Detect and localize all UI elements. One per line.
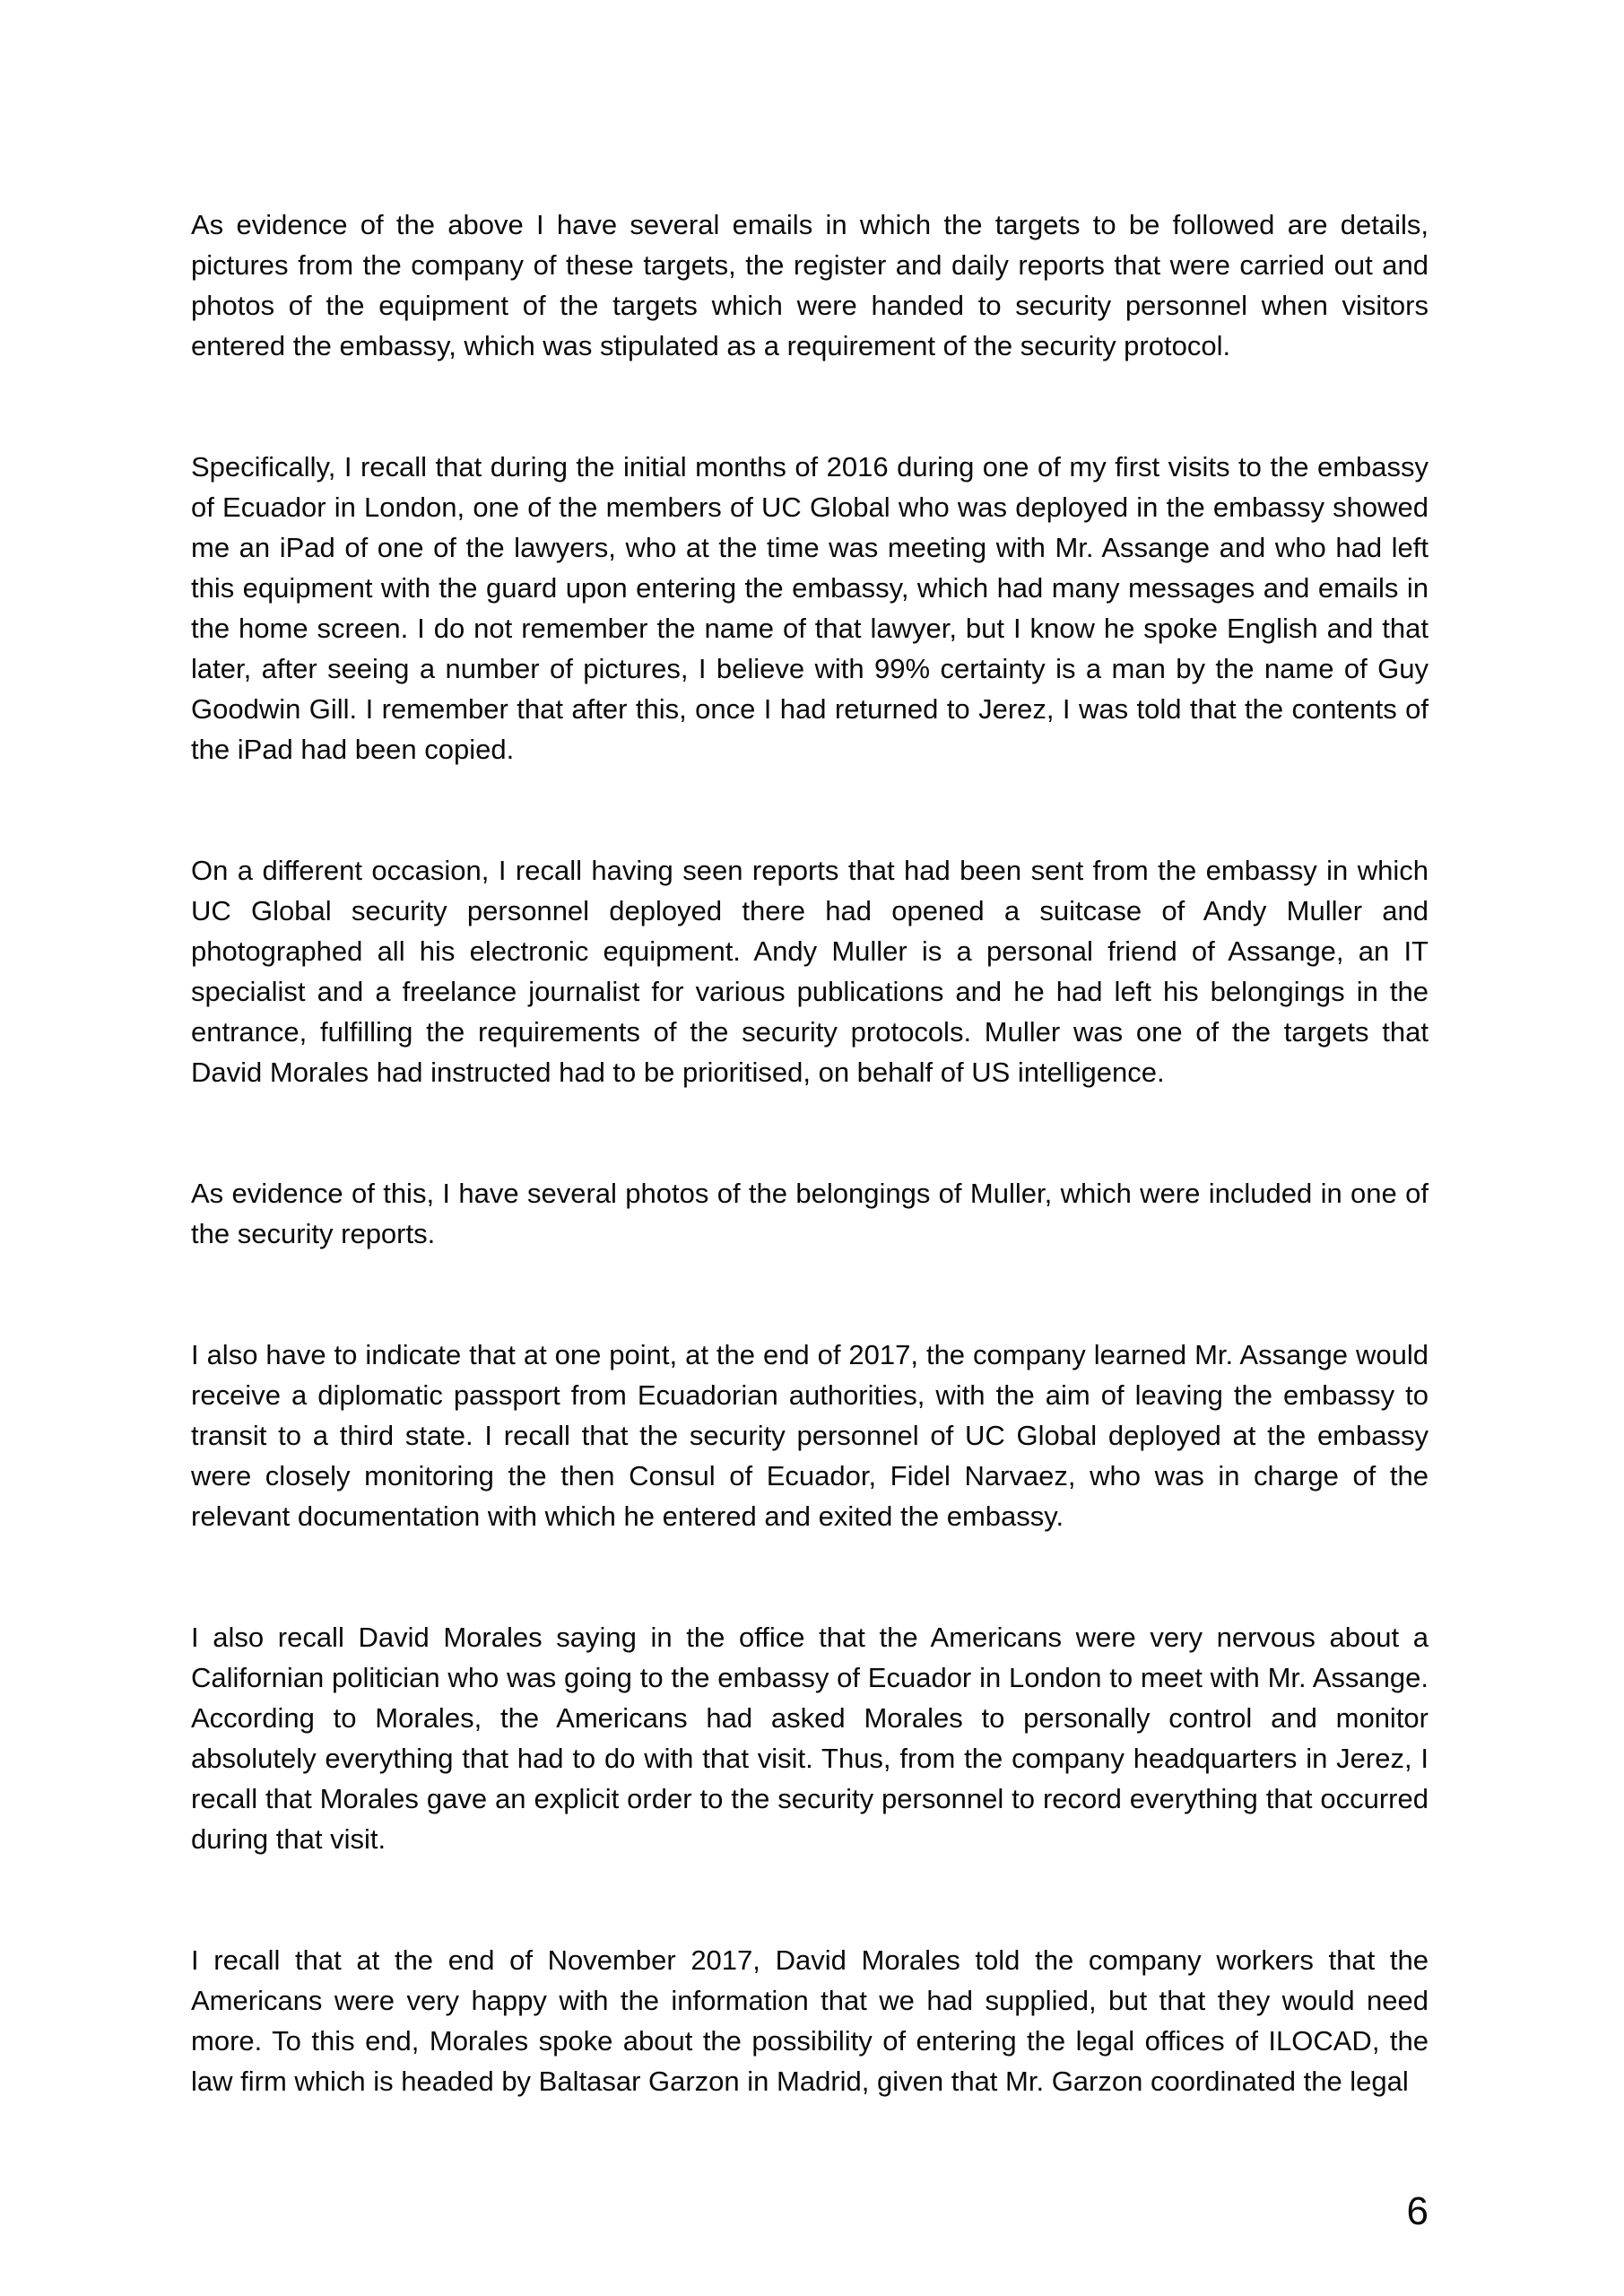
document-body (191, 204, 1429, 2182)
page-number: 6 (1406, 2189, 1429, 2233)
paragraph-californian-politician: I also recall David Morales saying in the office that the Americans were very nervous about a Californian politician who was going to the embassy of Ecuador in London to meet with Mr. Assange. According to Morales, the Americans had asked Morales to personally control and monitor absolutely everything that had to do with that visit. Thus, from the company headquarters in Jerez, I recall that Morales gave an explicit order to the security personnel to record everything that occurred during that visit. (191, 1622, 1429, 1855)
paragraph-evidence-emails: As evidence of the above I have several emails in which the targets to be followed are details, pictures from the company of these targets, the register and daily reports that were carried out and photos of the equipment of the targets which were handed to security personnel when visitors entered the embassy, which was stipulated as a requirement of the security protocol. (191, 209, 1429, 361)
paragraph-muller-photos: As evidence of this, I have several photos of the belongings of Muller, which were included in one of the security reports. (191, 1178, 1429, 1249)
paragraph-ipad-lawyer: Specifically, I recall that during the initial months of 2016 during one of my first visits to the embassy of Ecuador in London, one of the members of UC Global who was deployed in the embassy showed me an iPad of one of the lawyers, who at the time was meeting with Mr. Assange and who had left this equipment with the guard upon entering the embassy, which had many messages and emails in the home screen. I do not remember the name of that lawyer, but I know he spoke English and that later, after seeing a number of pictures, I believe with 99% certainty is a man by the name of Guy Goodwin Gill. I remember that after this, once I had returned to Jerez, I was told that the contents of the iPad had been copied. (191, 451, 1429, 765)
paragraph-diplomatic-passport: I also have to indicate that at one point, at the end of 2017, the company learned Mr. Assange would receive a diplomatic passport from Ecuadorian authorities, with the aim of leaving the embassy to transit to a third state. I recall that the security personnel of UC Global deployed at the embassy were closely monitoring the then Consul of Ecuador, Fidel Narvaez, who was in charge of the relevant documentation with which he entered and exited the embassy. (191, 1339, 1429, 1532)
paragraph-muller-suitcase: On a different occasion, I recall having seen reports that had been sent from the embassy in which UC Global security personnel deployed there had opened a suitcase of Andy Muller and photographed all his electronic equipment. Andy Muller is a personal friend of Assange, an IT specialist and a freelance journalist for various publications and he had left his belongings in the entrance, fulfilling the requirements of the security protocols. Muller was one of the targets that David Morales had instructed had to be prioritised, on behalf of US intelligence. (191, 855, 1429, 1088)
paragraph-ilocad: I recall that at the end of November 2017, David Morales told the company workers that the Americans were very happy with the information that we had supplied, but that they would need more. To this end, Morales spoke about the possibility of entering the legal offices of ILOCAD, the law firm which is headed by Baltasar Garzon in Madrid, given that Mr. Garzon coordinated the legal (191, 1944, 1429, 2097)
